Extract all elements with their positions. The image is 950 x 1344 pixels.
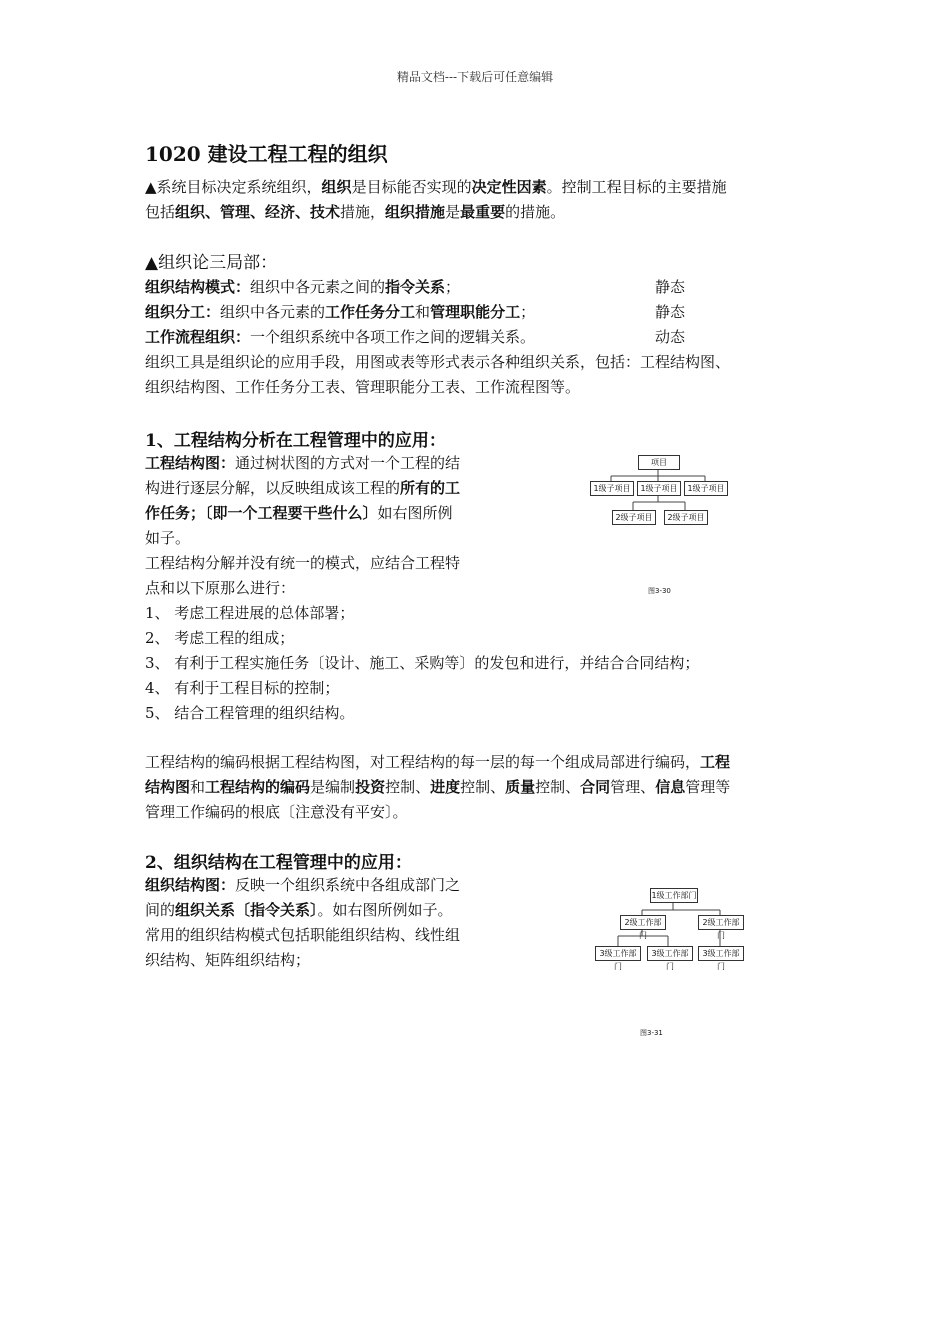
s2-line-4: 织结构、矩阵组织结构； [145, 951, 311, 969]
text-bold: 组织 [321, 178, 352, 196]
figure-caption: 图3-30 [648, 587, 671, 595]
text-bold: 组织、管理、经济、技术 [175, 203, 341, 221]
text: 组织中各元素之间的 [250, 278, 386, 296]
node-level1: 1级子项目 [684, 481, 728, 496]
text-bold: 管理职能分工 [430, 303, 521, 321]
diagram-connectors [580, 450, 740, 600]
list-item: 3、 有利于工程实施任务〔设计、施工、采购等〕的发包和进行，并结合合同结构； [145, 654, 700, 672]
text: 包括 [145, 203, 176, 221]
s2-line-1 [145, 873, 460, 898]
list-item: 1、 考虑工程进展的总体部署； [145, 604, 355, 622]
s2-line-3: 常用的组织结构模式包括职能组织结构、线性组 [145, 926, 461, 944]
theory-heading: ▲组织论三局部： [145, 253, 278, 273]
text: 一个组织系统中各项工作之间的逻辑关系。 [250, 328, 536, 346]
row-label: 组织分工： [145, 303, 221, 321]
text: 和 [190, 778, 206, 796]
text: 和 [415, 303, 431, 321]
text: 。控制工程目标的主要措施 [546, 178, 727, 196]
text: 反映一个组织系统中各组成部门之 [235, 876, 461, 894]
text: 是 [445, 203, 461, 221]
text: 控制、 [535, 778, 581, 796]
theory-row-division [145, 300, 535, 325]
s1-p1-line-1 [145, 451, 460, 476]
coding-line-2 [145, 775, 730, 800]
node-level3: 3级工作部门 [698, 946, 744, 961]
text: 间的 [145, 901, 176, 919]
text: 措施， [340, 203, 386, 221]
figure-caption: 图3-31 [640, 1029, 663, 1037]
text-bold: 组织措施 [385, 203, 446, 221]
page-title: 1020 建设工程工程的组织 [145, 142, 388, 166]
text: 控制、 [385, 778, 431, 796]
node-root: 项目 [638, 455, 680, 470]
state-static: 静态 [655, 303, 686, 321]
text: 构进行逐层分解，以反映组成该工程的 [145, 479, 401, 497]
theory-row-workflow [145, 325, 535, 350]
coding-line-1 [145, 750, 730, 775]
list-item: 5、 结合工程管理的组织结构。 [145, 704, 355, 722]
intro-line-1 [145, 175, 727, 200]
text: ； [520, 303, 536, 321]
text-bold: 工程结构图： [145, 454, 236, 472]
text-bold: 结构图 [145, 778, 191, 796]
node-level1: 1级子项目 [590, 481, 634, 496]
node-level2: 2级工作部门 [698, 915, 744, 930]
text-bold: 作任务；〔即一个工程要干些什么〕 [145, 504, 378, 522]
text-bold: 工作任务分工 [325, 303, 416, 321]
s1-p1-line-3 [145, 501, 453, 526]
text-bold: 决定性因素 [471, 178, 547, 196]
text-bold: 投资 [355, 778, 386, 796]
text-bold: 组织结构图： [145, 876, 236, 894]
text-bold: 所有的工 [400, 479, 461, 497]
list-item: 2、 考虑工程的组成； [145, 629, 295, 647]
section2-heading: 2、组织结构在工程管理中的应用： [145, 853, 412, 873]
text-bold: 合同 [580, 778, 611, 796]
text: 是目标能否实现的 [351, 178, 472, 196]
s1-p2-line-1: 工程结构分解并没有统一的模式，应结合工程特 [145, 554, 461, 572]
tools-line-1: 组织工具是组织论的应用手段，用图或表等形式表示各种组织关系，包括：工程结构图、 [145, 353, 731, 371]
row-label: 组织结构模式： [145, 278, 251, 296]
text-bold: 最重要 [460, 203, 506, 221]
node-level3: 3级工作部门 [647, 946, 693, 961]
text-bold: 组织关系〔指令关系〕 [175, 901, 318, 919]
text-bold: 进度 [430, 778, 461, 796]
node-level2: 2级子项目 [664, 510, 708, 525]
list-item: 4、 有利于工程目标的控制； [145, 679, 340, 697]
section1-heading: 1、工程结构分析在工程管理中的应用： [145, 431, 446, 451]
text-bold: 工程 [700, 753, 731, 771]
state-static: 静态 [655, 278, 686, 296]
text-bold: 工程结构的编码 [205, 778, 311, 796]
text: 通过树状图的方式对一个工程的结 [235, 454, 461, 472]
text: 工程结构的编码根据工程结构图，对工程结构的每一层的每一个组成局部进行编码， [145, 753, 701, 771]
org-structure-diagram [590, 880, 750, 1040]
tools-line-2: 组织结构图、工作任务分工表、管理职能分工表、工作流程图等。 [145, 378, 581, 396]
text: 是编制 [310, 778, 356, 796]
text: 管理、 [610, 778, 656, 796]
s1-p2-line-2: 点和以下原那么进行： [145, 579, 296, 597]
project-structure-diagram [580, 450, 740, 600]
text: 管理等 [685, 778, 731, 796]
page-header: 精品文档---下载后可任意编辑 [396, 70, 554, 84]
state-dynamic: 动态 [655, 328, 686, 346]
coding-line-3: 管理工作编码的根底〔注意没有平安〕。 [145, 803, 408, 821]
node-level3: 3级工作部门 [595, 946, 641, 961]
s1-p1-line-2 [145, 476, 460, 501]
s1-p1-line-4: 如子。 [145, 529, 191, 547]
theory-row-structure [145, 275, 460, 300]
text-bold: 信息 [655, 778, 686, 796]
text-bold: 指令关系 [385, 278, 446, 296]
node-root: 1级工作部门 [650, 888, 698, 903]
text-bold: 质量 [505, 778, 536, 796]
row-label: 工作流程组织： [145, 328, 251, 346]
text: 如右图所例 [377, 504, 453, 522]
node-level2: 2级工作部门 [620, 915, 666, 930]
text: ▲系统目标决定系统组织， [145, 178, 322, 196]
text: ； [445, 278, 461, 296]
s2-line-2 [145, 898, 453, 923]
text: 组织中各元素的 [220, 303, 326, 321]
node-level1: 1级子项目 [637, 481, 681, 496]
node-level2: 2级子项目 [612, 510, 656, 525]
text: 控制、 [460, 778, 506, 796]
text: 的措施。 [505, 203, 566, 221]
text: 。如右图所例如子。 [317, 901, 453, 919]
intro-line-2 [145, 200, 565, 225]
